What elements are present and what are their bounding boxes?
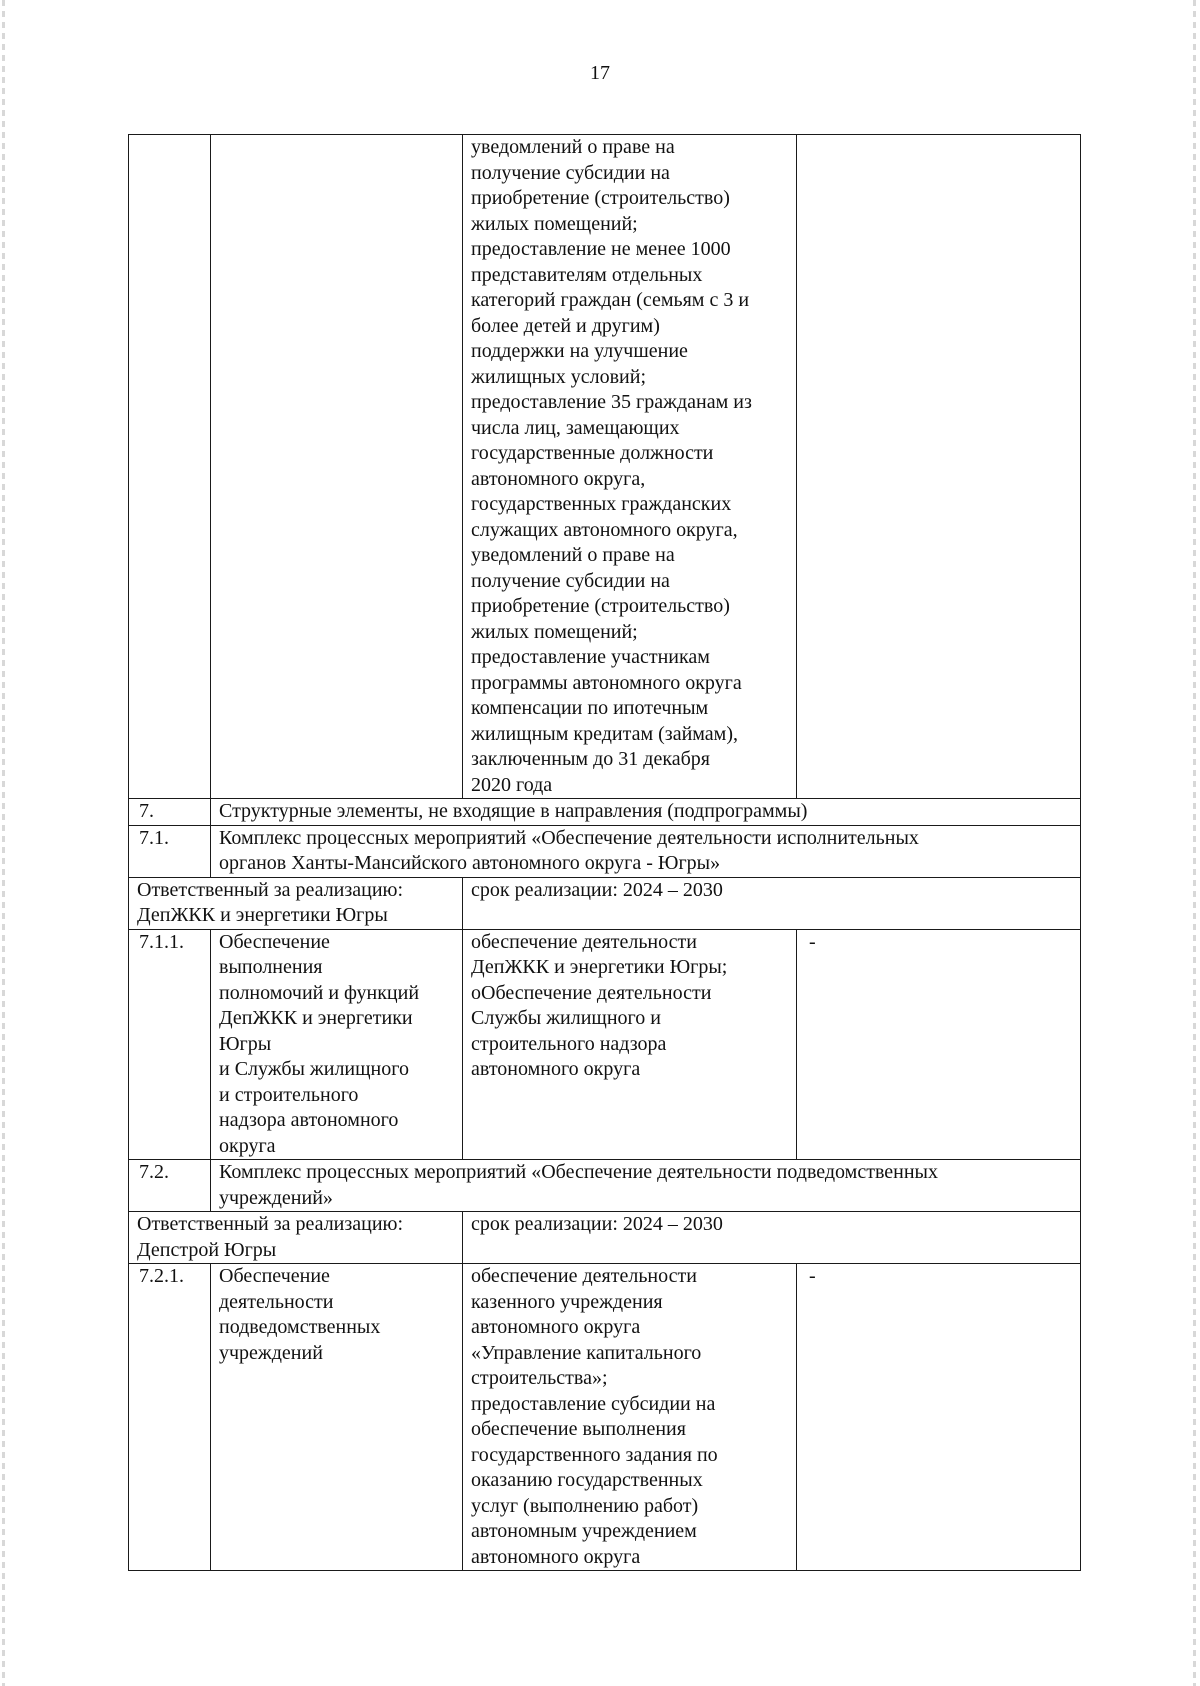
table-row-continuation: [129, 135, 1081, 799]
task-effect: обеспечение деятельности казенного учреждения автономного округа «Управление капитального строительства»; предоставление субсидии на обеспечение выполнения государственного задания по оказанию государственных услуг (выполнению работ) автономным учреждением автономного округа: [463, 1264, 797, 1571]
section-number: 7.2.: [129, 1160, 211, 1212]
section-title: Структурные элементы, не входящие в направления (подпрограммы): [211, 799, 1081, 826]
table-row-section-7-1: [129, 825, 1081, 877]
page-number: 17: [590, 62, 610, 84]
section-number: 7.: [129, 799, 211, 826]
table-row-responsible-7-2: [129, 1212, 1081, 1264]
task-effect: обеспечение деятельности ДепЖКК и энергетики Югры; оОбеспечение деятельности Службы жилищного и строительного надзора автономного округа: [463, 929, 797, 1160]
program-structure-table: [128, 134, 1081, 1571]
term-cell: срок реализации: 2024 – 2030: [463, 1212, 1081, 1264]
scan-edge-left: [2, 0, 5, 1686]
table-row-section-7-2: [129, 1160, 1081, 1212]
table-row-task-7-1-1: [129, 929, 1081, 1160]
task-number: 7.2.1.: [129, 1264, 211, 1571]
task-number: 7.1.1.: [129, 929, 211, 1160]
scan-edge-right: [1193, 0, 1196, 1686]
task-name: Обеспечение деятельности подведомственных учреждений: [211, 1264, 463, 1571]
section-title: Комплекс процессных мероприятий «Обеспечение деятельности исполнительных органов Ханты-Мансийского автономного округа - Югры»: [211, 825, 1081, 877]
table-row-responsible-7-1: [129, 877, 1081, 929]
term-cell: срок реализации: 2024 – 2030: [463, 877, 1081, 929]
responsible-cell: Ответственный за реализацию: Депстрой Югры: [129, 1212, 463, 1264]
table-row-section-7: [129, 799, 1081, 826]
cell-link-empty: [797, 135, 1081, 799]
section-title: Комплекс процессных мероприятий «Обеспечение деятельности подведомственных учреждений»: [211, 1160, 1081, 1212]
table-row-task-7-2-1: [129, 1264, 1081, 1571]
cell-effect-continuation: уведомлений о праве на получение субсидии на приобретение (строительство) жилых помещений; предоставление не менее 1000 представителям отдельных категорий граждан (семьям с 3 и более детей и другим) поддержки на улучшение жилищных условий; предоставление 35 гражданам из числа лиц, замещающих государственные должности автономного округа, государственных гражданских служащих автономного округа, уведомлений о праве на получение субсидии на приобретение (строительство) жилых помещений; предоставление участникам программы автономного округа компенсации по ипотечным жилищным кредитам (займам), заключенным до 31 декабря 2020 года: [463, 135, 797, 799]
cell-name-empty: [211, 135, 463, 799]
task-link: -: [797, 929, 1081, 1160]
cell-number-empty: [129, 135, 211, 799]
responsible-cell: Ответственный за реализацию: ДепЖКК и энергетики Югры: [129, 877, 463, 929]
task-link: -: [797, 1264, 1081, 1571]
task-name: Обеспечение выполнения полномочий и функций ДепЖКК и энергетики Югры и Службы жилищного и строительного надзора автономного округа: [211, 929, 463, 1160]
section-number: 7.1.: [129, 825, 211, 877]
